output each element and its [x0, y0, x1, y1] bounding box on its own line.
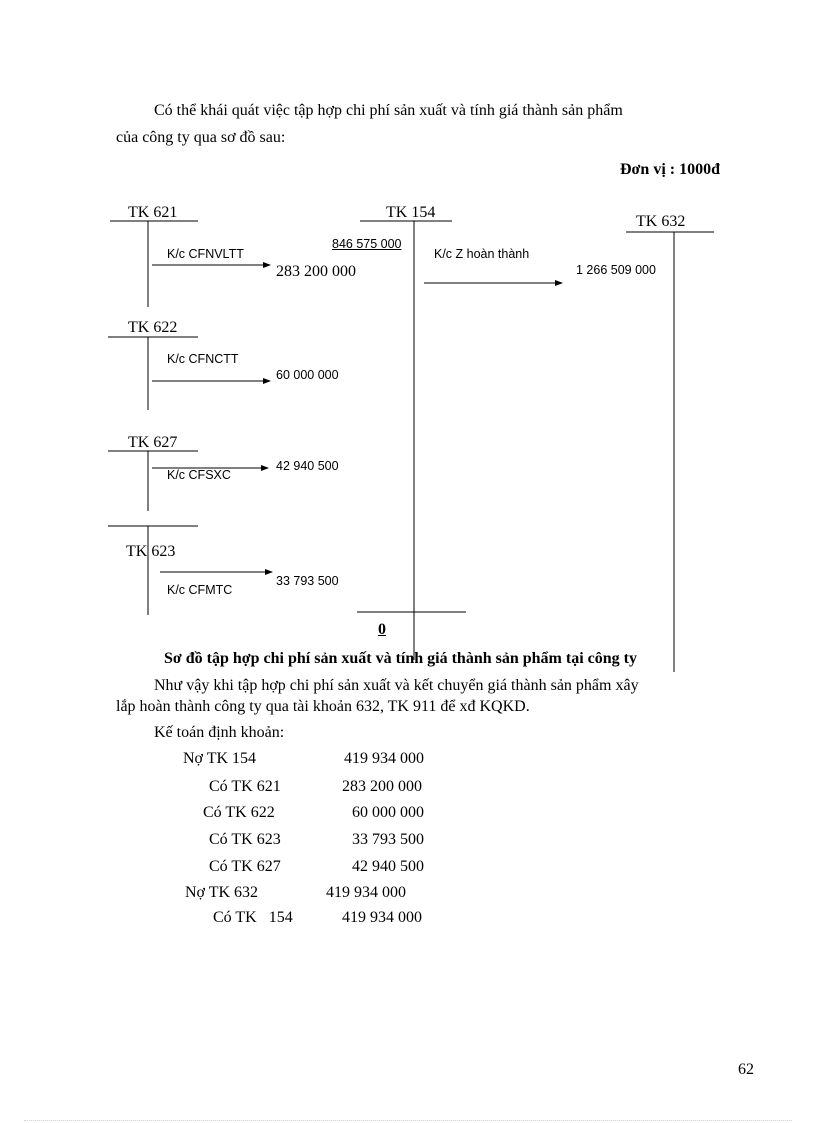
entry-account: Có TK 623	[209, 831, 281, 848]
para-line-1: Như vậy khi tập hợp chi phí sản xuất và kết chuyển giá thành sản phẩm xây	[154, 677, 639, 694]
diagram-caption: Sơ đồ tập hợp chi phí sản xuất và tính giá thành sản phẩm tại công ty	[164, 650, 637, 667]
amount-z: 1 266 509 000	[576, 263, 656, 277]
opening-balance-154: 846 575 000	[332, 237, 402, 251]
label-cfmtc: K/c CFMTC	[167, 583, 233, 597]
unit-label: Đơn vị : 1000đ	[620, 161, 720, 178]
page-number: 62	[738, 1061, 754, 1078]
amount-cfmtc: 33 793 500	[276, 574, 339, 588]
amount-cfnctt: 60 000 000	[276, 368, 339, 382]
entry-account: Nợ TK 154	[183, 750, 257, 767]
entry-account: Có TK 622	[203, 804, 275, 821]
entry-amount: 283 200 000	[342, 778, 422, 795]
tk621-label: TK 621	[128, 204, 178, 221]
page-bottom-divider	[24, 1120, 792, 1121]
entry-amount: 33 793 500	[352, 831, 424, 848]
closing-balance-154: 0	[378, 621, 386, 638]
amount-cfnvltt: 283 200 000	[276, 263, 356, 280]
label-z: K/c Z hoàn thành	[434, 247, 530, 261]
label-cfsxc: K/c CFSXC	[167, 468, 231, 482]
tk623-label: TK 623	[126, 543, 176, 560]
tk627-label: TK 627	[128, 434, 178, 451]
tk632-label: TK 632	[636, 213, 686, 230]
entry-amount: 419 934 000	[344, 750, 424, 767]
entry-account: Có TK 154	[213, 909, 293, 926]
entries-title: Kế toán định khoản:	[154, 724, 285, 741]
para-line-2: lắp hoàn thành công ty qua tài khoản 632, TK 911 để xđ KQKD.	[116, 698, 530, 715]
label-cfnctt: K/c CFNCTT	[167, 352, 239, 366]
entry-amount: 419 934 000	[342, 909, 422, 926]
tk154-label: TK 154	[386, 204, 436, 221]
entry-amount: 60 000 000	[352, 804, 424, 821]
label-cfnvltt: K/c CFNVLTT	[167, 247, 244, 261]
tk622-label: TK 622	[128, 319, 178, 336]
intro-line-1: Có thể khái quát việc tập hợp chi phí sản xuất và tính giá thành sản phẩm	[154, 102, 623, 119]
amount-cfsxc: 42 940 500	[276, 459, 339, 473]
entry-account: Có TK 621	[209, 778, 281, 795]
entry-amount: 42 940 500	[352, 858, 424, 875]
entry-account: Có TK 627	[209, 858, 281, 875]
entry-amount: 419 934 000	[326, 884, 406, 901]
intro-line-2: của công ty qua sơ đồ sau:	[116, 129, 286, 146]
entry-account: Nợ TK 632	[185, 884, 259, 901]
